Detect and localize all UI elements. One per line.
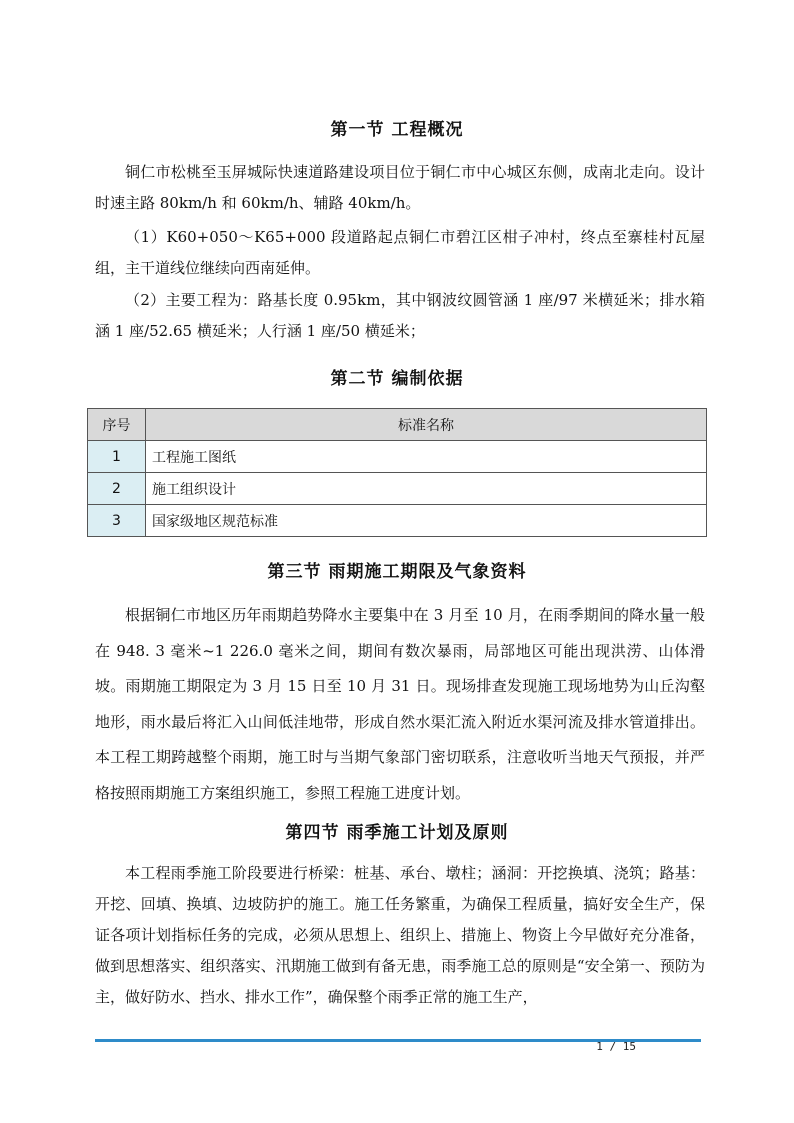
page-number: 1 / 15 (596, 1040, 636, 1053)
row-standard-name: 工程施工图纸 (146, 441, 707, 473)
section-1-paragraph-2: （1）K60+050～K65+000 段道路起点铜仁市碧江区柑子冲村，终点至寨桂村瓦屋组，主干道线位继续向西南延伸。 (95, 228, 705, 277)
section-1-paragraph-3: （2）主要工程为：路基长度 0.95km，其中钢波纹圆管涵 1 座/97 米横延米；排水箱涵 1 座/52.65 横延米；人行涵 1 座/50 横延米； (95, 291, 705, 340)
row-standard-name: 施工组织设计 (146, 473, 707, 505)
section-1-paragraph-1: 铜仁市松桃至玉屏城际快速道路建设项目位于铜仁市中心城区东侧，成南北走向。设计时速主路 80km/h 和 60km/h、辅路 40km/h。 (95, 163, 705, 212)
section-4-paragraph-1: 本工程雨季施工阶段要进行桥梁：桩基、承台、墩柱；涵洞：开挖换填、浇筑；路基：开挖、回填、换填、边坡防护的施工。施工任务繁重，为确保工程质量，搞好安全生产，保证各项计划指标任务的完成，必须从思想上、组织上、措施上、物资上今早做好充分准备，做到思想落实、组织落实、汛期施工做到有备无患，雨季施工总的原则是“安全第一、预防为主，做好防水、挡水、排水工作”，确保整个雨季正常的施工生产， (95, 864, 705, 1006)
table-row (88, 505, 707, 537)
table-row (88, 473, 707, 505)
section-4-title: 第四节 雨季施工计划及原则 (285, 823, 509, 843)
section-2-title: 第二节 编制依据 (330, 369, 464, 389)
column-header-number: 序号 (88, 409, 146, 441)
section-3-paragraph-1: 根据铜仁市地区历年雨期趋势降水主要集中在 3 月至 10 月，在雨季期间的降水量一般在 948. 3 毫米~1 226.0 毫米之间，期间有数次暴雨，局部地区可能出现洪涝、山体滑坡。雨期施工期限定为 3 月 15 日至 10 月 31 日。现场排查发现施工现场地势为山丘沟壑地形，雨水最后将汇入山间低洼地带，形成自然水渠汇流入附近水渠河流及排水管道排出。本工程工期跨越整个雨期，施工时与当期气象部门密切联系，注意收听当地天气预报，并严格按照雨期施工方案组织施工，参照工程施工进度计划。 (95, 606, 705, 802)
row-standard-name: 国家级地区规范标准 (146, 505, 707, 537)
section-3-title: 第三节 雨期施工期限及气象资料 (267, 562, 527, 582)
table-row (88, 441, 707, 473)
row-number: 2 (88, 473, 146, 505)
column-header-standard-name: 标准名称 (146, 409, 707, 441)
row-number: 1 (88, 441, 146, 473)
standards-table (87, 408, 707, 537)
table-header-row (88, 409, 707, 441)
row-number: 3 (88, 505, 146, 537)
section-1-title: 第一节 工程概况 (330, 120, 464, 140)
